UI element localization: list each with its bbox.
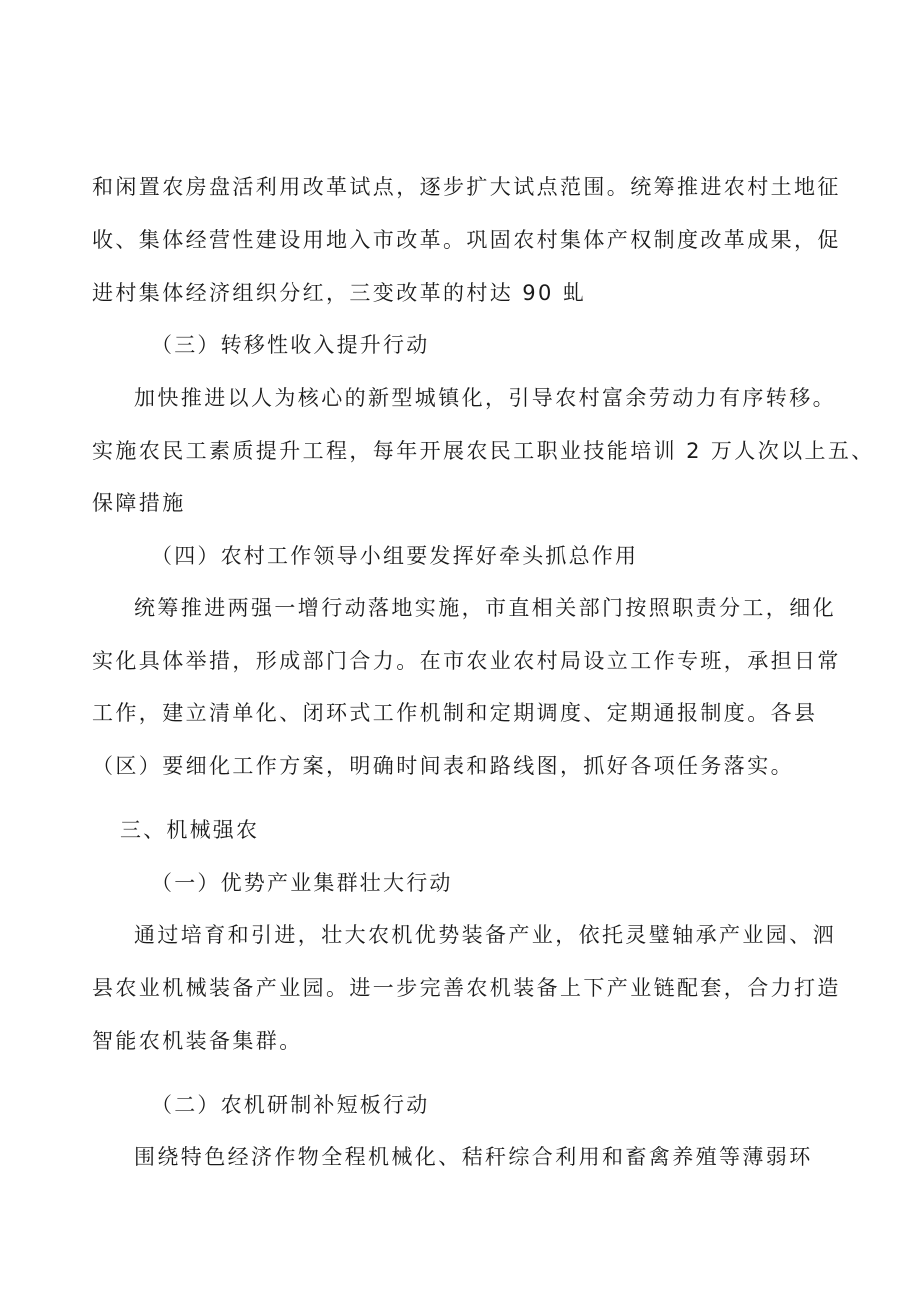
paragraph-4-line-3: 智能农机装备集群。 [92,1029,303,1053]
paragraph-3-line-2: 实化具体举措，形成部门合力。在市农业农村局设立工作专班，承担日常 [92,649,841,673]
paragraph-2-line-2: 实施农民工素质提升工程，每年开展农民工职业技能培训 2 万人次以上五、 [92,439,875,463]
heading-machinery-development: （二）农机研制补短板行动 [151,1093,430,1117]
paragraph-3-line-1: 统筹推进两强一增行动落地实施，市直相关部门按照职责分工，细化 [134,596,836,620]
paragraph-5-line-1: 围绕特色经济作物全程机械化、秸秆综合利用和畜禽养殖等薄弱环 [134,1145,813,1169]
paragraph-1-line-1: 和闲置农房盘活利用改革试点，逐步扩大试点范围。统筹推进农村土地征 [92,175,841,199]
heading-industry-cluster: （一）优势产业集群壮大行动 [151,871,453,895]
paragraph-4-line-1: 通过培育和引进，壮大农机优势装备产业，依托灵璧轴承产业园、泗 [134,923,836,947]
heading-transfer-income: （三）转移性收入提升行动 [151,333,430,357]
paragraph-1-line-3: 进村集体经济组织分红，三变改革的村达 90 虬 [92,281,587,305]
paragraph-2-line-1: 加快推进以人为核心的新型城镇化，引导农村富余劳动力有序转移。 [134,386,836,410]
paragraph-1-line-2: 收、集体经营性建设用地入市改革。巩固农村集体产权制度改革成果，促 [92,228,841,252]
paragraph-2-line-3: 保障措施 [92,491,186,515]
section-title-mechanization: 三、机械强农 [120,818,260,842]
paragraph-3-line-4: （区）要细化工作方案，明确时间表和路线图，抓好各项任务落实。 [92,754,794,778]
paragraph-3-line-3: 工作，建立清单化、闭环式工作机制和定期调度、定期通报制度。各县 [92,701,818,725]
heading-leadership-group: （四）农村工作领导小组要发挥好牵头抓总作用 [151,544,639,568]
paragraph-4-line-2: 县农业机械装备产业园。进一步完善农机装备上下产业链配套，合力打造 [92,976,841,1000]
